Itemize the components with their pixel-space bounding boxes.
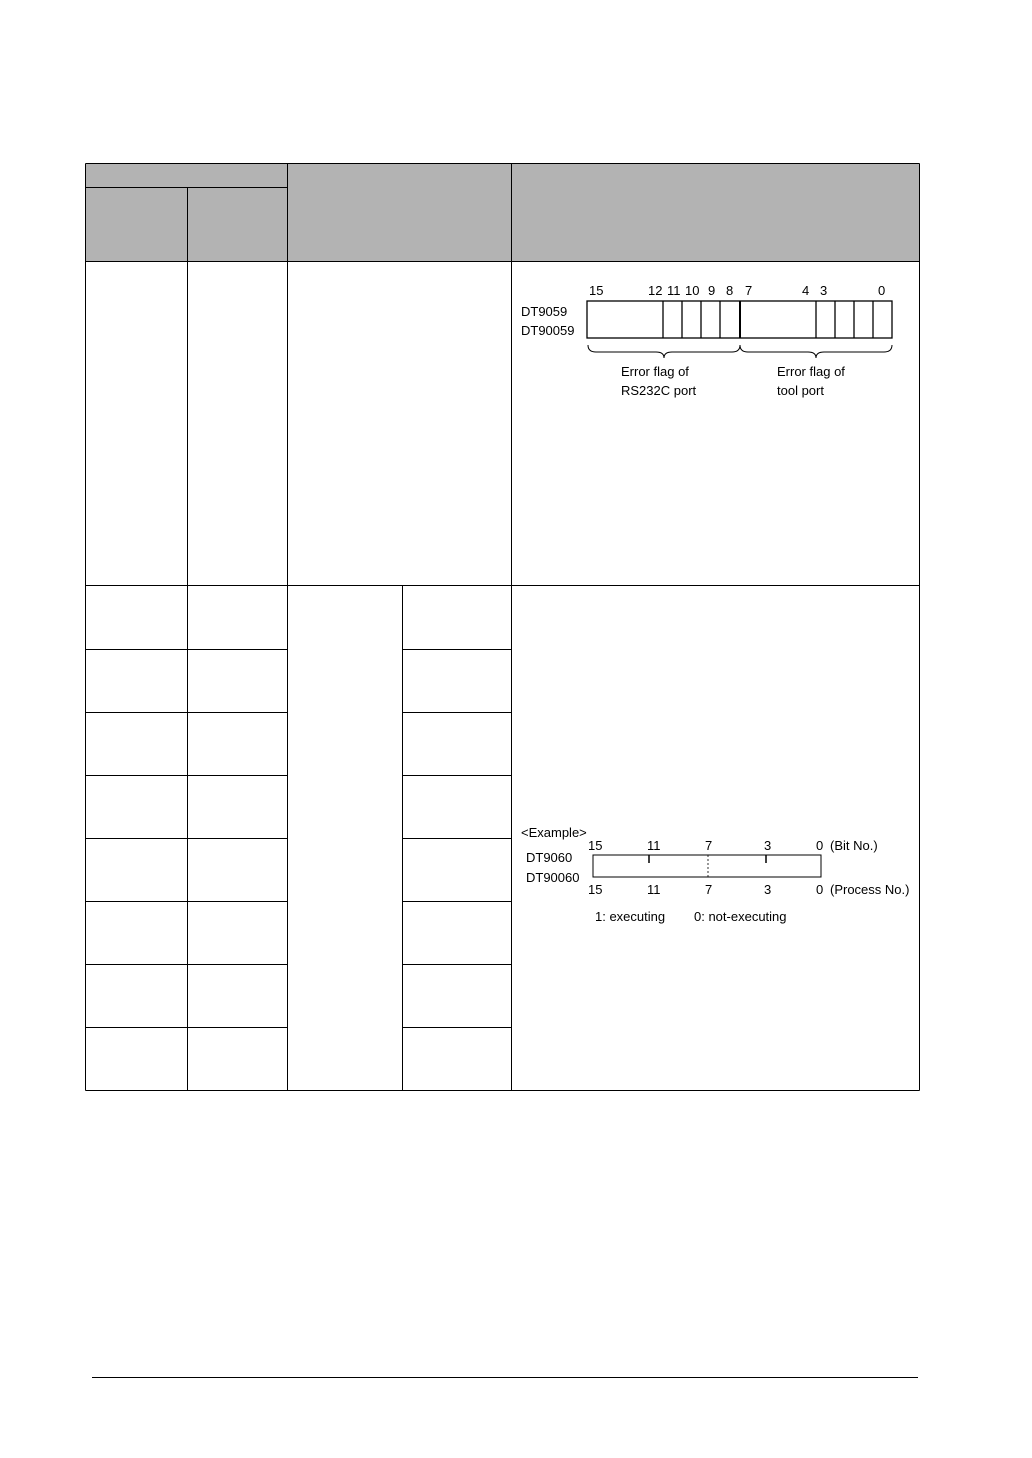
brace-left-label-line1: Error flag of bbox=[621, 364, 689, 379]
top-bit-0: 0 bbox=[816, 838, 824, 853]
bit-label-4: 4 bbox=[802, 283, 810, 298]
register-example-diagram-dt9060 bbox=[512, 820, 919, 930]
top-bit-11: 11 bbox=[647, 838, 661, 853]
top-bit-7: 7 bbox=[705, 838, 713, 853]
register-label-dt90060: DT90060 bbox=[526, 870, 580, 885]
brace-left-label-line2: RS232C port bbox=[621, 383, 697, 398]
bit-label-9: 9 bbox=[708, 283, 716, 298]
bottom-bit-11: 11 bbox=[647, 882, 661, 897]
register-label-dt9059: DT9059 bbox=[521, 304, 568, 319]
bit-label-0: 0 bbox=[878, 283, 886, 298]
bit-label-15: 15 bbox=[589, 283, 604, 298]
bit-label-11: 11 bbox=[667, 283, 681, 298]
top-bit-15: 15 bbox=[588, 838, 603, 853]
bottom-bit-0: 0 bbox=[816, 882, 824, 897]
bottom-bits-suffix: (Process No.) bbox=[830, 882, 910, 897]
register-box bbox=[587, 301, 892, 338]
legend-executing: 1: executing bbox=[595, 909, 666, 924]
legend-not-executing: 0: not-executing bbox=[694, 909, 787, 924]
bit-label-12: 12 bbox=[648, 283, 663, 298]
top-bit-3: 3 bbox=[764, 838, 772, 853]
register-bit-diagram-dt9059 bbox=[512, 262, 919, 585]
brace-right bbox=[740, 345, 892, 358]
brace-left bbox=[588, 345, 740, 358]
brace-right-label-line1: Error flag of bbox=[777, 364, 845, 379]
bit-label-8: 8 bbox=[726, 283, 734, 298]
bit-label-3: 3 bbox=[820, 283, 828, 298]
bit-label-10: 10 bbox=[685, 283, 700, 298]
brace-right-label-line2: tool port bbox=[777, 383, 824, 398]
register-label-dt90059: DT90059 bbox=[521, 323, 575, 338]
top-bits-suffix: (Bit No.) bbox=[830, 838, 878, 853]
bit-label-7: 7 bbox=[745, 283, 753, 298]
bottom-bit-7: 7 bbox=[705, 882, 713, 897]
bottom-bit-3: 3 bbox=[764, 882, 772, 897]
bottom-bit-15: 15 bbox=[588, 882, 603, 897]
register-label-dt9060: DT9060 bbox=[526, 850, 573, 865]
example-title: <Example> bbox=[521, 825, 587, 840]
footer-rule bbox=[92, 1377, 918, 1378]
example-register-box bbox=[593, 855, 821, 877]
